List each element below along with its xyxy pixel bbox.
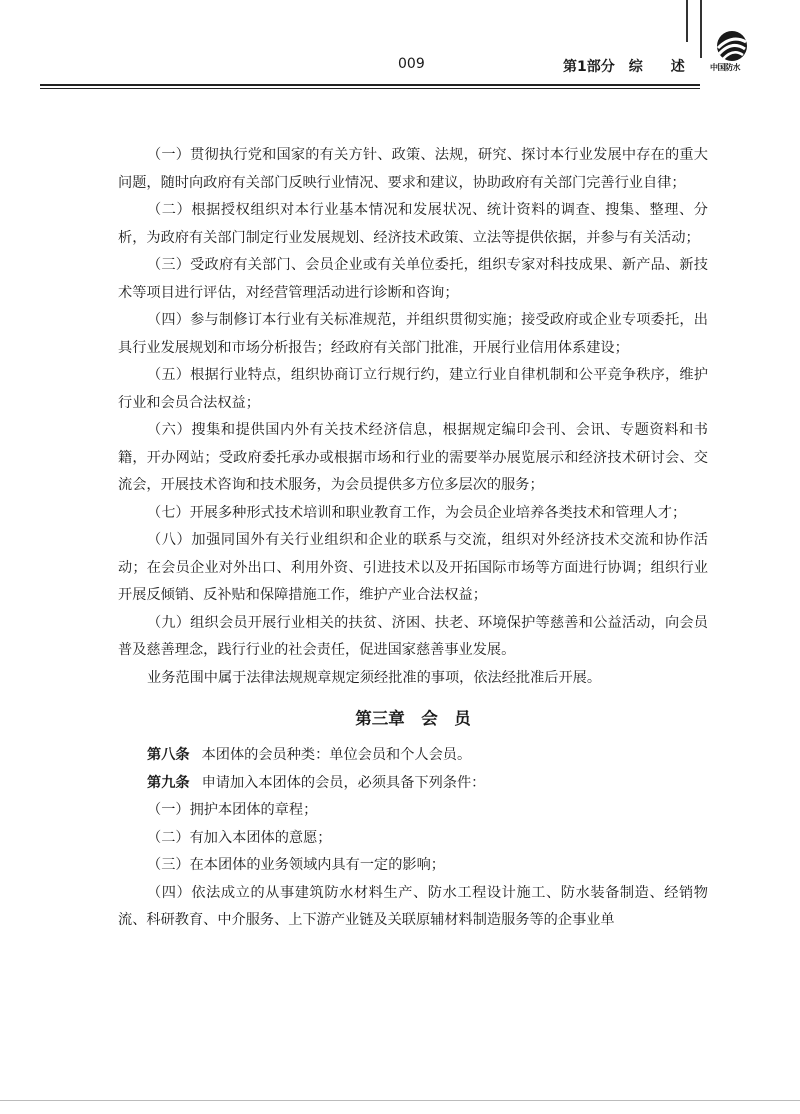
- header-divider: [40, 84, 700, 86]
- paragraph: （三）受政府有关部门、会员企业或有关单位委托，组织专家对科技成果、新产品、新技术等项目进行评估，对经营管理活动进行诊断和咨询；: [118, 257, 708, 301]
- condition-item: （三）在本团体的业务领域内具有一定的影响；: [147, 857, 445, 873]
- paragraph: （七）开展多种形式技术培训和职业教育工作，为会员企业培养各类技术和管理人才；: [147, 504, 687, 521]
- paragraph: （九）组织会员开展行业相关的扶贫、济困、扶老、环境保护等慈善和公益活动，向会员普及慈善理念，践行行业的社会责任，促进国家慈善事业发展。: [118, 614, 708, 658]
- frame-line-right: [700, 0, 702, 58]
- page-body: [118, 142, 708, 935]
- chapter-title: 第三章 会 员: [355, 709, 471, 728]
- condition-item: （四）依法成立的从事建筑防水材料生产、防水工程设计施工、防水装备制造、经销物流、科研教育、中介服务、上下游产业链及关联原辅材料制造服务等的企事业单: [118, 884, 708, 928]
- paragraph: （一）贯彻执行党和国家的有关方针、政策、法规，研究、探讨本行业发展中存在的重大问题，随时向政府有关部门反映行业情况、要求和建议，协助政府有关部门完善行业自律；: [118, 147, 708, 191]
- paragraph: （五）根据行业特点，组织协商订立行规行约，建立行业自律机制和公平竞争秩序，维护行业和会员合法权益；: [118, 367, 708, 411]
- article-9: [118, 770, 708, 798]
- paragraph: 业务范围中属于法律法规规章规定须经批准的事项，依法经批准后开展。: [147, 669, 602, 686]
- article-text: 本团体的会员种类：单位会员和个人会员。: [201, 747, 472, 763]
- crop-mark: [0, 1100, 800, 1101]
- header-divider-thin: [40, 88, 700, 89]
- article-label: 第八条: [147, 747, 190, 763]
- paragraph: （四）参与制修订本行业有关标准规范，并组织贯彻实施；接受政府或企业专项委托，出具行业发展规划和市场分析报告；经政府有关部门批准，开展行业信用体系建设；: [118, 312, 708, 356]
- paragraph: （六）搜集和提供国内外有关技术经济信息，根据规定编印会刊、会讯、专题资料和书籍，开办网站；受政府委托承办或根据市场和行业的需要举办展览展示和经济技术研讨会、交流会，开展技术咨询和技术服务，为会员提供多方位多层次的服务；: [118, 422, 708, 493]
- paragraph: （二）根据授权组织对本行业基本情况和发展状况、统计资料的调查、搜集、整理、分析，为政府有关部门制定行业发展规划、经济技术政策、立法等提供依据，并参与有关活动；: [118, 202, 708, 246]
- article-label: 第九条: [147, 774, 190, 791]
- condition-item: （一）拥护本团体的章程；: [147, 802, 318, 818]
- paragraph: （八）加强同国外有关行业组织和企业的联系与交流，组织对外经济技术交流和协作活动；在会员企业对外出口、利用外资、引进技术以及开拓国际市场等方面进行协调；组织行业开展反倾销、反补贴和保障措施工作，维护产业合法权益；: [118, 532, 708, 603]
- logo-text: 中国防水: [710, 63, 740, 72]
- condition-item: （二）有加入本团体的意愿；: [147, 829, 332, 846]
- frame-line-left: [686, 0, 688, 42]
- article-8: [118, 742, 708, 770]
- page-number: 009: [398, 56, 425, 72]
- section-title: 第1部分 综 述: [563, 59, 685, 75]
- article-text: 申请加入本团体的会员，必须具备下列条件：: [201, 774, 486, 791]
